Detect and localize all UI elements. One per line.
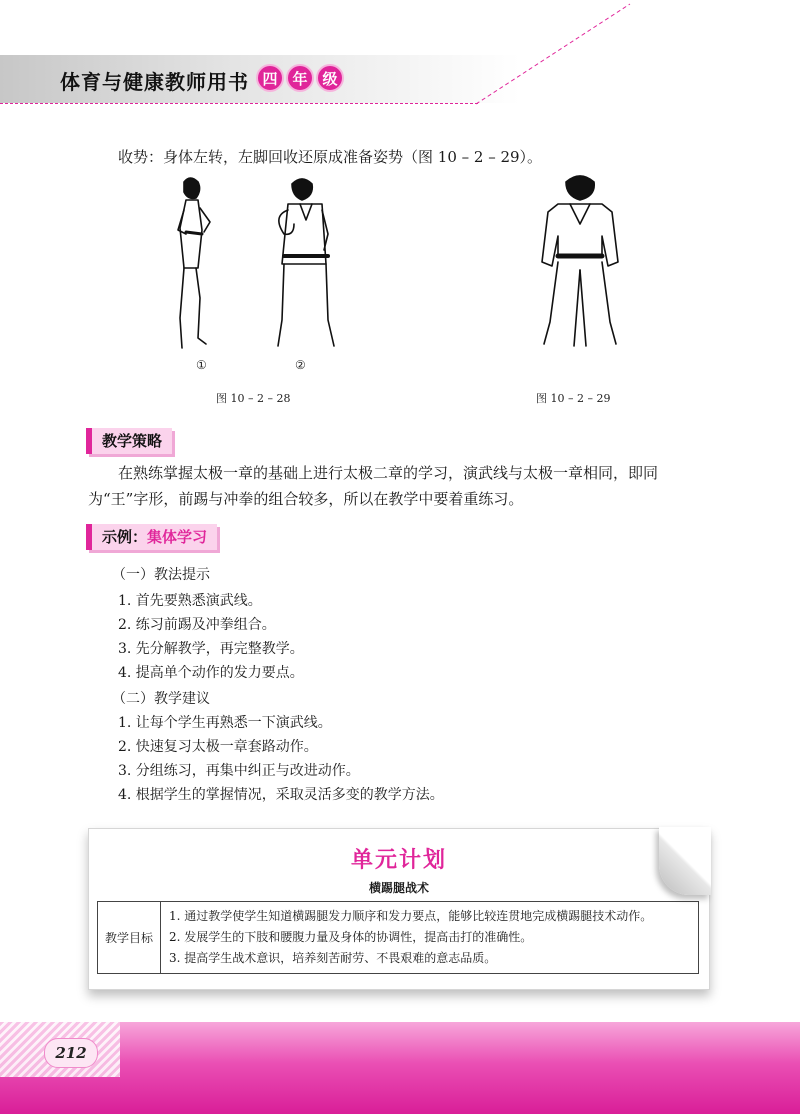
list-item: 1. 首先要熟悉演武线。: [118, 593, 262, 609]
list-item: 2. 练习前踢及冲拳组合。: [118, 617, 276, 633]
unit-plan-card: [88, 828, 710, 990]
header-diagonal-line: [470, 0, 640, 110]
strategy-line-2: 为“王”字形，前踢与冲拳的组合较多，所以在教学中要着重练习。: [88, 490, 524, 508]
example-tag-title: 集体学习: [147, 528, 208, 546]
goal-item: 3. 提高学生战术意识，培养刻苦耐劳、不畏艰难的意志品质。: [169, 951, 497, 965]
unit-plan-table: [97, 901, 699, 974]
figure-28-caption: 图 10 – 2 – 28: [216, 392, 291, 405]
list-item: 1. 让每个学生再熟悉一下演武线。: [118, 715, 332, 731]
grade-badge: [256, 64, 344, 92]
grade-char: 级: [316, 64, 344, 92]
list-item: 4. 提高单个动作的发力要点。: [118, 665, 304, 681]
part2-heading: （二）教学建议: [112, 691, 210, 707]
header-underline: [0, 103, 478, 104]
list-item: 4. 根据学生的掌握情况，采取灵活多变的教学方法。: [118, 787, 444, 803]
list-item: 2. 快速复习太极一章套路动作。: [118, 739, 318, 755]
figure-10-2-29-illustration: [530, 170, 630, 360]
goal-list: [161, 902, 699, 974]
goal-item: 1. 通过教学使学生知道横踢腿发力顺序和发力要点，能够比较连贯地完成横踢腿技术动作。: [169, 909, 653, 923]
strategy-tag: 教学策略: [86, 428, 172, 454]
book-title: 体育与健康教师用书: [60, 70, 249, 94]
figure-28-sub-2: ②: [295, 358, 306, 372]
figure-10-2-28-illustration: [160, 170, 360, 360]
goal-item: 2. 发展学生的下肢和腰腹力量及身体的协调性，提高击打的准确性。: [169, 930, 533, 944]
goal-row-label: 教学目标: [98, 902, 161, 974]
unit-plan-title: 单元计划: [350, 848, 447, 873]
figure-29-caption: 图 10 – 2 – 29: [536, 392, 611, 405]
footer-band: [0, 1022, 800, 1114]
example-tag: [86, 524, 217, 550]
list-item: 3. 先分解教学，再完整教学。: [118, 641, 304, 657]
strategy-line-1: 在熟练掌握太极一章的基础上进行太极二章的学习，演武线与太极一章相同，即同: [118, 464, 659, 482]
figure-28-sub-1: ①: [196, 358, 207, 372]
page-curl-decoration: [659, 827, 711, 895]
part1-heading: （一）教法提示: [112, 567, 210, 583]
list-item: 3. 分组练习，再集中纠正与改进动作。: [118, 763, 360, 779]
example-tag-prefix: 示例：: [102, 528, 148, 546]
intro-paragraph: 收势：身体左转，左脚回收还原成准备姿势（图 10 – 2 – 29）。: [118, 148, 543, 166]
unit-plan-subtitle: 横踢腿战术: [368, 881, 429, 895]
page-number: 212: [44, 1038, 98, 1068]
grade-char: 年: [286, 64, 314, 92]
grade-char: 四: [256, 64, 284, 92]
